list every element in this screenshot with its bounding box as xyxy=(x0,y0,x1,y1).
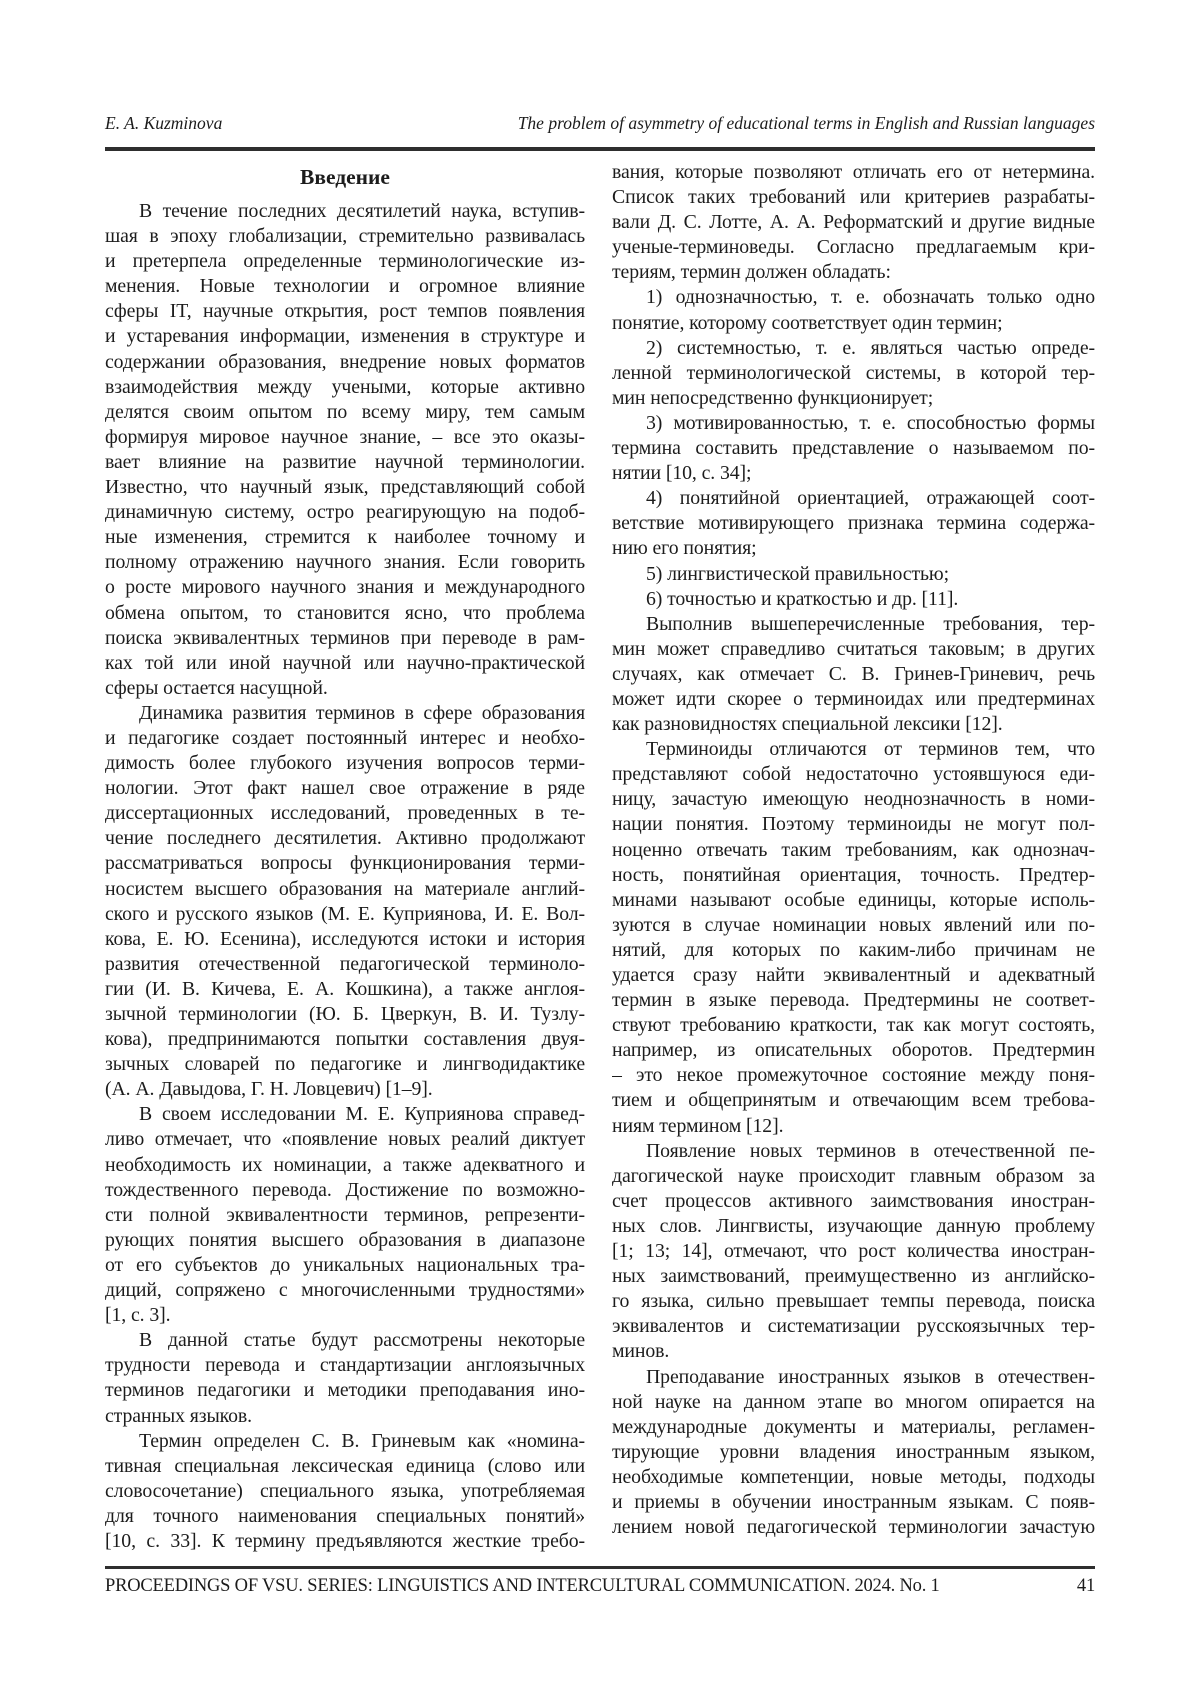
text-line: ского и русского языков (М. Е. Куприянова, И. Е. Вол- xyxy=(105,902,585,925)
text-line: о росте мирового научного знания и международного xyxy=(105,576,585,599)
text-line: териям, термин должен обладать: xyxy=(612,261,891,284)
text-line: для точного наименования специальных понятий» xyxy=(105,1504,585,1527)
text-line: делятся своим опытом по всему миру, тем самым xyxy=(105,400,585,423)
text-line: необходимость их номинации, а также адекватного и xyxy=(105,1153,585,1176)
text-line: зычных словарей по педагогике и лингводидактике xyxy=(105,1053,585,1076)
text-line: дагогической науке происходит главным образом за xyxy=(612,1164,1095,1187)
text-line: Список таких требований или критериев разрабаты- xyxy=(612,186,1095,209)
text-line: необходимые компетенции, новые методы, подходы xyxy=(612,1465,1095,1488)
paragraph xyxy=(612,486,1095,561)
paragraph xyxy=(612,737,1095,1139)
text-line: сферы остается насущной. xyxy=(105,676,328,699)
paragraph xyxy=(612,336,1095,411)
running-header-title: The problem of asymmetry of educational terms in English and Russian languages xyxy=(517,113,1095,133)
text-line: полному отражению научного знания. Если говорить xyxy=(105,551,585,574)
paragraph xyxy=(105,701,585,1103)
text-line: гии (И. В. Кичева, Е. А. Кошкина), а также англоя- xyxy=(105,977,585,1000)
text-line: формируя мировое научное знание, – все это оказы- xyxy=(105,425,585,448)
text-line: тием и общепринятым и отвечающим всем требова- xyxy=(612,1089,1095,1112)
paragraph xyxy=(105,1328,585,1428)
paragraph xyxy=(612,1365,1095,1541)
text-line: тождественного перевода. Достижение по возможно- xyxy=(105,1178,585,1201)
text-line: ветствие мотивирующего признака термина содержа- xyxy=(612,512,1095,535)
text-line: нятии [10, с. 34]; xyxy=(612,462,752,485)
text-line: содержании образования, внедрение новых форматов xyxy=(105,350,585,373)
text-line: нию его понятия; xyxy=(612,537,757,560)
text-line: и претерпела определенные терминологические из- xyxy=(105,250,585,273)
text-line: минов. xyxy=(612,1340,670,1363)
paragraph xyxy=(612,562,1095,587)
text-line: лением новой педагогической терминологии зачастую xyxy=(612,1516,1095,1539)
text-line: ученые-терминоведы. Согласно предлагаемым кри- xyxy=(612,236,1095,259)
text-line: представляют собой недостаточно устоявшуюся еди- xyxy=(612,763,1095,786)
paragraph xyxy=(612,1139,1095,1365)
text-line: ных слов. Лингвисты, изучающие данную проблему xyxy=(612,1214,1095,1237)
text-line: В течение последних десятилетий наука, вступив- xyxy=(139,200,585,222)
paragraph xyxy=(105,1429,585,1554)
text-line: димость более глубокого изучения вопросов терми- xyxy=(105,752,585,775)
text-line: от его субъектов до уникальных национальных тра- xyxy=(105,1253,585,1276)
text-line: ливо отмечает, что «появление новых реалий диктует xyxy=(105,1128,585,1151)
text-line: и устаревания информации, изменения в структуре и xyxy=(105,325,585,348)
footer-page-number: 41 xyxy=(1076,1576,1095,1596)
text-line: развития отечественной педагогической терминоло- xyxy=(105,952,585,975)
text-line: вает влияние на развитие научной терминологии. xyxy=(105,450,585,473)
text-line: и педагогике создает постоянный интерес и необхо- xyxy=(105,726,585,749)
running-header xyxy=(105,112,1095,134)
text-line: 1) однозначностью, т. е. обозначать только одно xyxy=(646,286,1095,309)
text-line: диций, сопряжено с многочисленными трудностями» xyxy=(105,1279,585,1302)
text-line: странных языков. xyxy=(105,1404,253,1427)
footer-journal-title: PROCEEDINGS OF VSU. SERIES: LINGUISTICS AND INTERCULTURAL COMMUNICATION. 2024. No. 1 xyxy=(105,1576,940,1596)
text-line: [1; 13; 14], отмечают, что рост количества иностран- xyxy=(612,1240,1095,1263)
text-line: Терминоиды отличаются от терминов тем, что xyxy=(646,738,1095,761)
text-line: ниям термином [12]. xyxy=(612,1114,784,1137)
paragraph xyxy=(612,285,1095,335)
text-line: зуются в случае номинации новых явлений или по- xyxy=(612,913,1095,936)
text-line: ных заимствований, преимущественно из английско- xyxy=(612,1265,1095,1288)
text-line: го языка, сильно превышает темпы перевода, поиска xyxy=(612,1290,1095,1313)
text-line: тирующие уровни владения иностранным языком, xyxy=(612,1440,1095,1463)
text-line: случаях, как отмечает С. В. Гринев-Гриневич, речь xyxy=(612,662,1095,685)
text-line: и приемы в обучении иностранным языкам. С появ- xyxy=(612,1490,1095,1513)
text-line: мин непосредственно функционирует; xyxy=(612,386,934,409)
text-line: сферы IT, научные открытия, рост темпов появления xyxy=(105,300,585,323)
text-line: вания, которые позволяют отличать его от нетермина. xyxy=(612,161,1095,183)
text-line: кова), предпринимаются попытки составления двуя- xyxy=(105,1028,585,1051)
text-line: [10, с. 33]. К термину предъявляются жесткие требо- xyxy=(105,1529,585,1552)
text-line: минами называют особые единицы, которые исполь- xyxy=(612,888,1095,911)
text-line: Динамика развития терминов в сфере образования xyxy=(139,701,585,724)
text-line: нации понятия. Поэтому терминоиды не могут пол- xyxy=(612,813,1095,836)
text-line: В своем исследовании М. Е. Куприянова справед- xyxy=(139,1103,585,1126)
section-heading: Введение xyxy=(300,165,390,189)
text-line: нологии. Этот факт нашел свое отражение в ряде xyxy=(105,777,585,800)
text-line: ные изменения, стремится к наиболее точному и xyxy=(105,526,585,549)
text-line: Выполнив вышеперечисленные требования, тер- xyxy=(646,612,1095,635)
text-line: ной науке на данном этапе во многом опирается на xyxy=(612,1390,1095,1413)
text-line: Преподавание иностранных языков в отечествен- xyxy=(646,1365,1095,1388)
text-line: может идти скорее о терминоидах или предтерминах xyxy=(612,687,1095,710)
text-line: носистем высшего образования на материале англий- xyxy=(105,877,585,900)
text-line: ность, понятийная ориентация, точность. Предтер- xyxy=(612,863,1095,886)
text-line: тивная специальная лексическая единица (слово или xyxy=(105,1454,585,1477)
text-line: зычной терминологии (Ю. Б. Цверкун, В. И. Тузлу- xyxy=(105,1003,585,1025)
text-line: трудности перевода и стандартизации англоязычных xyxy=(105,1354,585,1377)
text-line: поиска эквивалентных терминов при переводе в рам- xyxy=(105,626,585,649)
text-line: эквивалентов и систематизации русскоязычных тер- xyxy=(612,1315,1095,1338)
text-line: термина составить представление о называемом по- xyxy=(612,437,1095,460)
text-line: ноценно отвечать таким требованиям, как однознач- xyxy=(612,838,1095,861)
text-line: обмена опытом, то становится ясно, что проблема xyxy=(105,601,585,624)
text-line: [1, с. 3]. xyxy=(105,1304,171,1327)
text-line: 5) лингвистической правильностью; xyxy=(646,562,950,585)
text-line: взаимодействия между учеными, которые активно xyxy=(105,375,585,398)
text-line: ленной терминологической системы, в которой тер- xyxy=(612,361,1095,384)
text-line: например, из описательных оборотов. Предтермин xyxy=(612,1039,1095,1062)
right-column xyxy=(612,160,1095,1554)
text-line: диссертационных исследований, проведенных в те- xyxy=(105,802,585,825)
left-column xyxy=(105,160,585,1554)
text-line: нятий, для которых по каким-либо причинам не xyxy=(612,938,1095,961)
text-line: рассматриваться вопросы функционирования терми- xyxy=(105,852,585,875)
text-line: понятие, которому соответствует один термин; xyxy=(612,311,1003,334)
text-line: кова, Е. Ю. Есенина), исследуются истоки и история xyxy=(105,927,585,950)
text-line: ствуют требованию краткости, так как могут состоять, xyxy=(612,1014,1095,1037)
paragraph xyxy=(612,612,1095,737)
text-line: ницу, зачастую имеющую неоднозначность в номи- xyxy=(612,788,1095,811)
text-line: Термин определен С. В. Гриневым как «номина- xyxy=(139,1429,585,1452)
text-line: счет процессов активного заимствования иностран- xyxy=(612,1189,1095,1212)
text-line: чение последнего десятилетия. Активно продолжают xyxy=(105,827,585,850)
text-line: менения. Новые технологии и огромное влияние xyxy=(105,275,585,298)
text-line: В данной статье будут рассмотрены некоторые xyxy=(139,1329,585,1352)
page-footer xyxy=(105,1574,1095,1598)
paragraph xyxy=(105,1102,585,1328)
text-line: удается сразу найти эквивалентный и адекватный xyxy=(612,964,1095,986)
text-line: термин в языке перевода. Предтермины не соответ- xyxy=(612,989,1095,1012)
text-line: 4) понятийной ориентацией, отражающей соот- xyxy=(646,487,1095,510)
text-line: 6) точностью и краткостью и др. [11]. xyxy=(646,587,959,610)
header-divider xyxy=(105,147,1095,151)
paragraph xyxy=(105,199,585,701)
text-line: Появление новых терминов в отечественной пе- xyxy=(646,1139,1095,1162)
text-columns xyxy=(105,160,1095,1554)
paragraph xyxy=(612,411,1095,486)
text-line: – это некое промежуточное состояние между поня- xyxy=(612,1064,1095,1087)
text-line: рующих понятия высшего образования в диапазоне xyxy=(105,1228,585,1251)
text-line: 3) мотивированностью, т. е. способностью формы xyxy=(646,411,1095,434)
text-line: вали Д. С. Лотте, А. А. Реформатский и другие видные xyxy=(612,211,1095,234)
text-line: сти полной эквивалентности терминов, репрезенти- xyxy=(105,1203,585,1226)
text-line: как разновидностях специальной лексики [12]. xyxy=(612,713,1003,736)
text-line: мин может справедливо считаться таковым; в других xyxy=(612,637,1095,660)
text-line: международные документы и материалы, регламен- xyxy=(612,1415,1095,1438)
running-header-author: E. A. Kuzminova xyxy=(105,113,223,133)
text-line: терминов педагогики и методики преподавания ино- xyxy=(105,1379,585,1402)
footer-divider xyxy=(105,1566,1095,1569)
text-line: шая в эпоху глобализации, стремительно развивалась xyxy=(105,225,585,248)
paragraph xyxy=(612,587,1095,612)
text-line: словосочетание) специального языка, употребляемая xyxy=(105,1479,585,1502)
text-line: 2) системностью, т. е. являться частью опреде- xyxy=(646,336,1095,359)
text-line: динамичную систему, остро реагирующую на подоб- xyxy=(105,501,585,524)
text-line: Известно, что научный язык, представляющий собой xyxy=(105,476,585,499)
text-line: ках той или иной научной или научно-практической xyxy=(105,651,585,674)
text-line: (А. А. Давыдова, Г. Н. Ловцевич) [1–9]. xyxy=(105,1078,433,1101)
paragraph xyxy=(612,160,1095,285)
